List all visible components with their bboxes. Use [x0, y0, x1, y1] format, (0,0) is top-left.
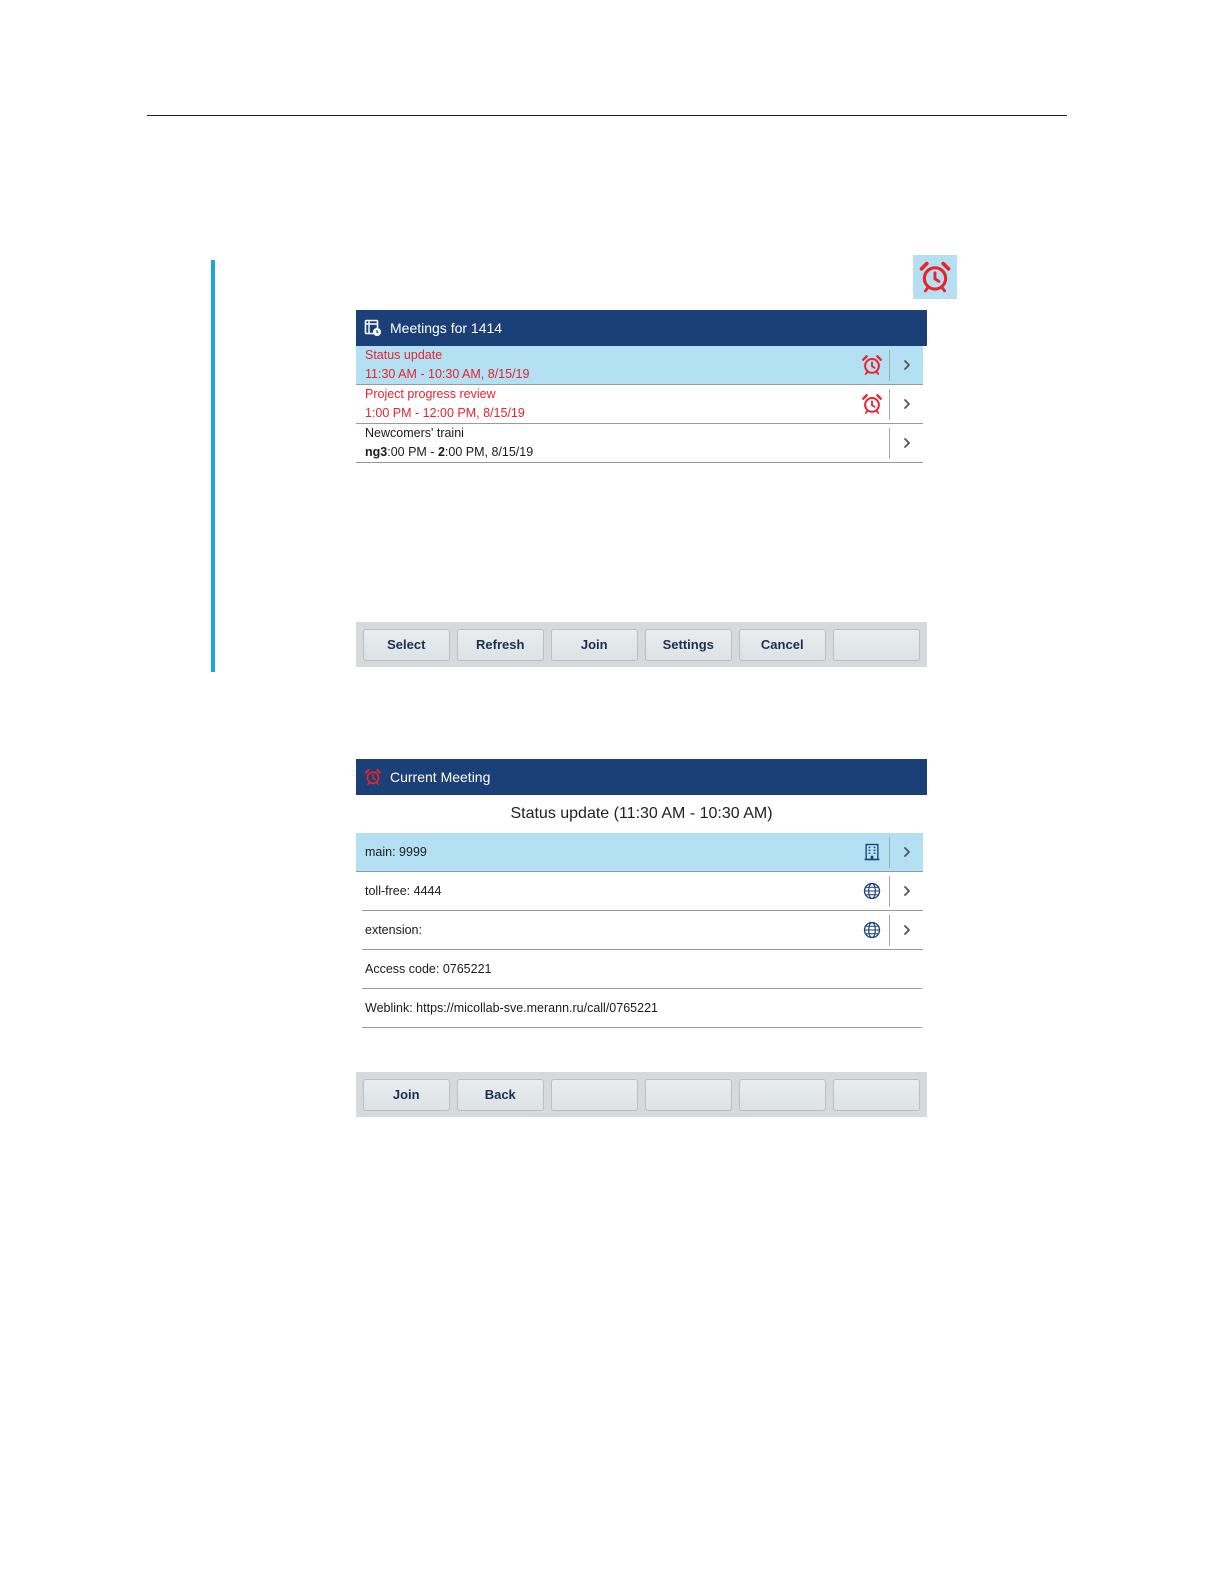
dial-toll-free-row[interactable] [362, 872, 923, 911]
meeting-row-newcomers-training[interactable] [356, 424, 923, 463]
chevron-right-icon [901, 885, 913, 897]
dial-main-label: main: 9999 [365, 844, 427, 859]
dial-extension-row[interactable] [362, 911, 923, 950]
chevron-right-icon [901, 437, 913, 449]
building-icon [857, 837, 887, 867]
calendar-icon [364, 319, 382, 337]
weblink-row[interactable] [362, 989, 922, 1028]
meetings-titlebar [356, 310, 927, 346]
chevron-right-icon [901, 398, 913, 410]
join-softkey[interactable]: Join [363, 1079, 450, 1111]
settings-softkey[interactable]: Settings [645, 629, 732, 661]
access-code-row [362, 950, 922, 989]
meeting-row-project-review[interactable] [356, 385, 923, 424]
alarm-icon-tile [913, 255, 957, 299]
meeting-name: Status update [365, 348, 443, 362]
chevron-right-icon [901, 846, 913, 858]
back-softkey[interactable]: Back [457, 1079, 544, 1111]
page-top-rule [147, 115, 1067, 116]
row-detail-button[interactable] [889, 915, 923, 946]
meeting-name: Newcomers' traini [365, 426, 464, 440]
row-detail-button[interactable] [889, 876, 923, 907]
chevron-right-icon [901, 359, 913, 371]
empty-softkey[interactable] [739, 1079, 826, 1111]
meeting-name: Project progress review [365, 387, 496, 401]
meeting-row-status-update[interactable] [356, 346, 923, 385]
meeting-time: 1:00 PM - 12:00 PM, 8/15/19 [365, 406, 525, 420]
meeting-time: 11:30 AM - 10:30 AM, 8/15/19 [365, 367, 530, 381]
cancel-softkey[interactable]: Cancel [739, 629, 826, 661]
dial-toll-free-label: toll-free: 4444 [365, 883, 442, 898]
row-detail-button[interactable] [889, 428, 923, 459]
meeting-time: ng3:00 PM - 2:00 PM, 8/15/19 [365, 445, 534, 459]
join-softkey[interactable]: Join [551, 629, 638, 661]
row-detail-button[interactable] [889, 350, 923, 381]
section-side-bar [211, 260, 215, 672]
current-meeting-title: Current Meeting [390, 769, 491, 785]
dial-extension-label: extension: [365, 922, 422, 937]
softkey-bar [356, 622, 927, 667]
empty-softkey[interactable] [645, 1079, 732, 1111]
empty-softkey[interactable] [833, 1079, 920, 1111]
alarm-clock-icon [857, 350, 887, 380]
meeting-subtitle: Status update (11:30 AM - 10:30 AM) [510, 805, 773, 822]
dial-main-row[interactable] [356, 833, 923, 872]
meetings-title: Meetings for 1414 [390, 320, 503, 336]
alarm-clock-icon [918, 260, 952, 294]
row-detail-button[interactable] [889, 389, 923, 420]
globe-icon [857, 915, 887, 945]
access-code-label: Access code: 0765221 [365, 961, 492, 976]
meetings-screen [356, 310, 927, 667]
current-meeting-titlebar [356, 759, 927, 795]
row-detail-button[interactable] [889, 837, 923, 868]
refresh-softkey[interactable]: Refresh [457, 629, 544, 661]
weblink-label: Weblink: https://micollab-sve.merann.ru/call/0765221 [365, 1000, 658, 1015]
empty-softkey[interactable] [833, 629, 920, 661]
softkey-bar [356, 1072, 927, 1117]
globe-icon [857, 876, 887, 906]
alarm-clock-icon [364, 768, 382, 786]
chevron-right-icon [901, 924, 913, 936]
alarm-clock-icon [857, 389, 887, 419]
empty-softkey[interactable] [551, 1079, 638, 1111]
select-softkey[interactable]: Select [363, 629, 450, 661]
current-meeting-screen [356, 759, 927, 1117]
